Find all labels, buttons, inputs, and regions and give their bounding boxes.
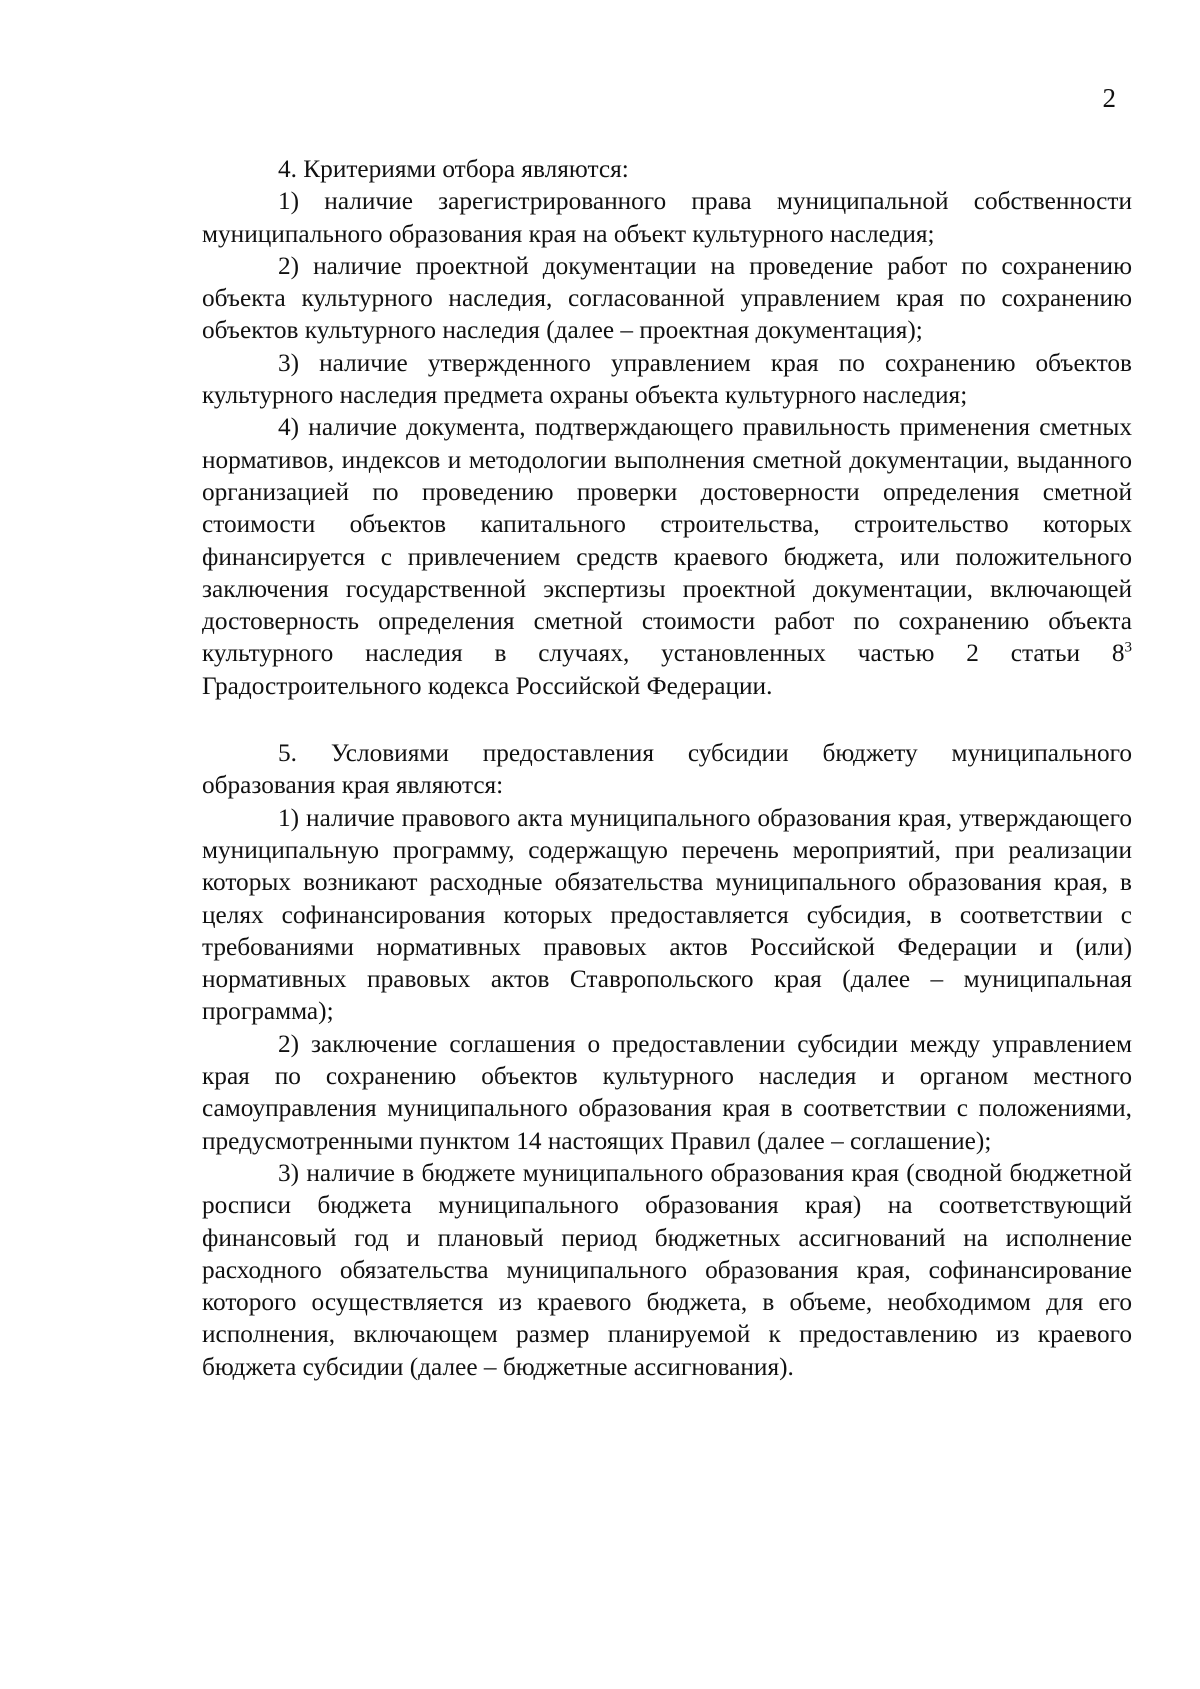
criterion-2: 2) наличие проектной документации на проведение работ по сохранению объекта культурного наследия, согласованной управлением края по сохранению объектов культурного наследия (далее – проектная документация); (202, 251, 1132, 345)
section-4-heading: 4. Критериями отбора являются: (278, 155, 629, 183)
criterion-4-text-end: Градостроительного кодекса Российской Федерации. (202, 671, 773, 700)
criterion-4 (202, 411, 1132, 702)
criterion-1: 1) наличие зарегистрированного права муниципальной собственности муниципального образования края на объект культурного наследия; (202, 187, 1132, 248)
section-4-selection-criteria (202, 153, 1132, 702)
criterion-4-superscript: 3 (1124, 640, 1132, 657)
condition-3: 3) наличие в бюджете муниципального образования края (сводной бюджетной росписи бюджета муниципального образования края) на соответствующий финансовый год и плановый период бюджетных ассигнований на исполнение расходного обязательства муниципального образования края, софинансирование которого осуществляется из краевого бюджета, в объеме, необходимом для его исполнения, включающем размер планируемой к предоставлению из краевого бюджета субсидии (далее – бюджетные ассигнования). (202, 1158, 1132, 1381)
criterion-3: 3) наличие утвержденного управлением края по сохранению объектов культурного наследия предмета охраны объекта культурного наследия; (202, 348, 1132, 410)
criterion-4-text: 4) наличие документа, подтверждающего правильность применения сметных нормативов, индексов и методологии выполнения сметной документации, выданного организацией по проведению проверки достоверности определения сметной стоимости объектов капитального строительства, строительство которых финансируется с привлечением средств краевого бюджета, или положительного заключения государственной экспертизы проектной документации, включающей достоверность определения сметной стоимости работ по сохранению объекта культурного наследия в случаях, установленных частью 2 статьи 8 (202, 413, 1132, 668)
section-spacer (202, 702, 1132, 737)
document-body (202, 153, 1132, 1383)
condition-1: 1) наличие правового акта муниципального образования края, утверждающего муниципальную программу, содержащую перечень мероприятий, при реализации которых возникают расходные обязательства муниципального образования края, в целях софинансирования которых предоставляется субсидия, в соответствии с требованиями нормативных правовых актов Российской Федерации и (или) нормативных правовых актов Ставропольского края (далее – муниципальная программа); (202, 803, 1132, 1026)
section-5-subsidy-conditions (202, 737, 1132, 1383)
condition-2: 2) заключение соглашения о предоставлении субсидии между управлением края по сохранению объектов культурного наследия и органом местного самоуправления муниципального образования края в соответствии с положениями, предусмотренными пунктом 14 настоящих Правил (далее – соглашение); (202, 1029, 1132, 1155)
section-5-heading: 5. Условиями предоставления субсидии бюджету муниципального образования края являются: (202, 739, 1132, 800)
page-number: 2 (1102, 83, 1116, 113)
